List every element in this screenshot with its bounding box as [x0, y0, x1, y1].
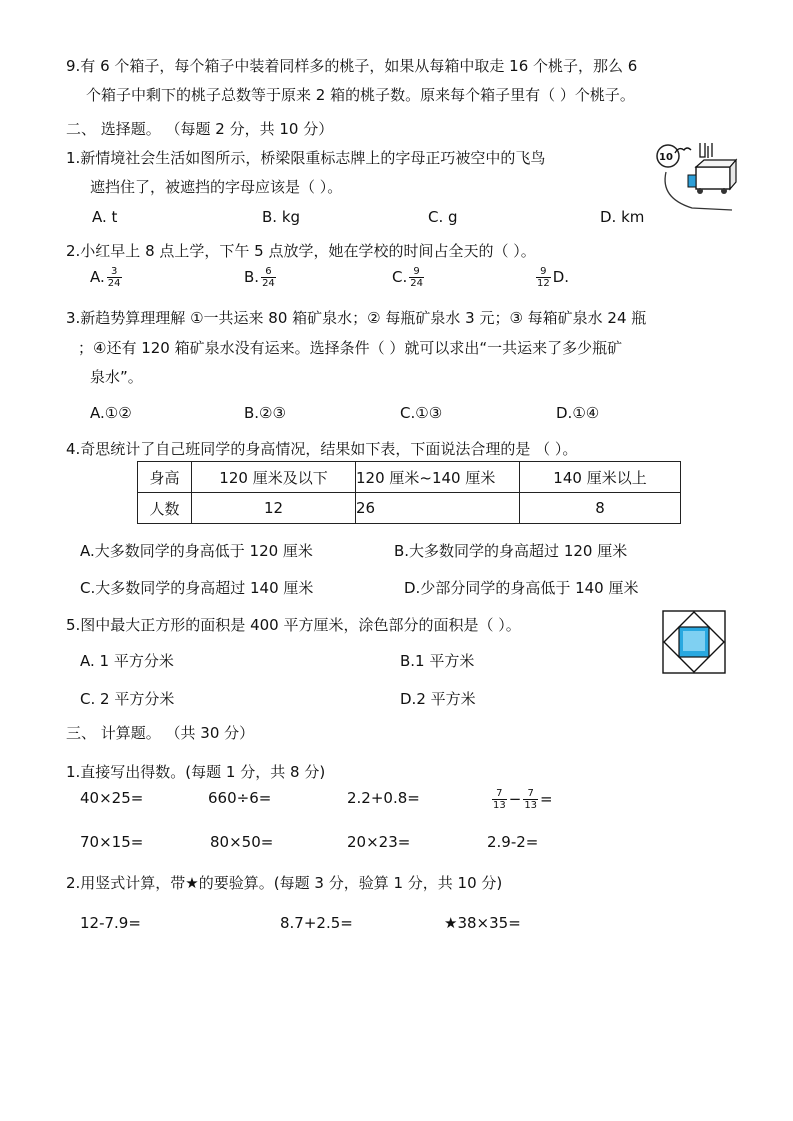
calc-item: ★38×35= [444, 914, 521, 932]
section3-title: 三、 计算题。 （共 30 分） [66, 724, 255, 742]
s2q1-option-c: C. g [428, 208, 458, 226]
s2q5-option-b: B.1 平方米 [400, 652, 475, 670]
s2q4-option-c: C.大多数同学的身高超过 140 厘米 [80, 579, 314, 597]
calc-item: 2.2+0.8= [347, 789, 420, 807]
fraction: $\frac{7}{13}$ [493, 788, 506, 811]
s2q4-option-a: A.大多数同学的身高低于 120 厘米 [80, 542, 313, 560]
nested-square-figure [662, 610, 726, 674]
s2q2-stem: 2.小红早上 8 点上学，下午 5 点放学，她在学校的时间占全天的（ ）。 [66, 242, 536, 260]
s2q1-line1: 1.新情境社会生活如图所示，桥梁限重标志牌上的字母正巧被空中的飞鸟 [66, 149, 546, 167]
truck-body [696, 167, 730, 189]
section2-title: 二、 选择题。 （每题 2 分，共 10 分） [66, 120, 334, 138]
option-label: D. [552, 268, 570, 286]
s2q3-line1: 3.新趋势算理理解 ①一共运来 80 箱矿泉水；② 每瓶矿泉水 3 元；③ 每箱矿泉水 24 瓶 [66, 309, 647, 327]
s2q3-option-d: D.①④ [556, 404, 600, 422]
s2q3-option-a: A.①② [90, 404, 132, 422]
fraction: $\frac{3}{24}$ [107, 266, 121, 289]
s2q1-line2: 遮挡住了，被遮挡的字母应该是（ ）。 [90, 178, 343, 196]
s2q1-option-b: B. kg [262, 208, 301, 226]
option-label: C. [392, 268, 408, 286]
table-cell: 26 [356, 493, 520, 524]
shaded-highlight [683, 631, 705, 651]
s2q2-option-b [244, 264, 278, 290]
calc-item: 8.7+2.5= [280, 914, 353, 932]
table-cell: 120 厘米~140 厘米 [356, 462, 520, 493]
table-cell: 140 厘米以上 [520, 462, 681, 493]
fraction: $\frac{7}{13}$ [524, 788, 538, 811]
q9-line2: 个箱子中剩下的桃子总数等于原来 2 箱的桃子数。原来每个箱子里有（ ）个桃子。 [86, 86, 635, 104]
option-label: B. [244, 268, 260, 286]
s2q1-option-a: A. t [92, 208, 118, 226]
s2q5-option-c: C. 2 平方分米 [80, 690, 175, 708]
table-cell: 12 [192, 493, 356, 524]
s3q1-title: 1.直接写出得数。(每题 1 分，共 8 分) [66, 763, 326, 781]
s2q5-stem: 5.图中最大正方形的面积是 400 平方厘米，涂色部分的面积是（ ）。 [66, 616, 521, 634]
s2q4-stem: 4.奇思统计了自己班同学的身高情况，结果如下表，下面说法合理的是 （ ）。 [66, 440, 578, 458]
calc-item: 2.9-2= [487, 833, 539, 851]
fraction: $\frac{9}{24}$ [410, 266, 423, 289]
truck-cab [688, 175, 696, 187]
calc-item: 80×50= [210, 833, 274, 851]
s2q2-option-d [534, 264, 569, 290]
sign-text: 10 [659, 152, 673, 163]
s2q3-line2: ；④还有 120 箱矿泉水没有运来。选择条件（ ）就可以求出“一共运来了多少瓶矿 [78, 339, 623, 357]
s2q3-line3: 泉水”。 [90, 368, 143, 386]
height-table [137, 461, 681, 524]
calc-item: 20×23= [347, 833, 411, 851]
s2q3-option-b: B.②③ [244, 404, 286, 422]
equals-sign: = [540, 790, 553, 808]
fraction: $\frac{6}{24}$ [262, 266, 275, 289]
s3q2-title: 2.用竖式计算，带★的要验算。(每题 3 分，验算 1 分，共 10 分) [66, 874, 503, 892]
fraction: $\frac{9}{12}$ [537, 266, 550, 289]
option-label: A. [90, 268, 105, 286]
calc-item-fraction [490, 786, 553, 812]
calc-item: 40×25= [80, 789, 144, 807]
s2q5-option-d: D.2 平方米 [400, 690, 476, 708]
s2q1-option-d: D. km [600, 208, 645, 226]
minus-sign: − [508, 790, 522, 808]
table-row [138, 493, 681, 524]
calc-item: 660÷6= [208, 789, 272, 807]
table-cell: 8 [520, 493, 681, 524]
s2q4-option-d: D.少部分同学的身高低于 140 厘米 [404, 579, 639, 597]
person-icon [700, 143, 712, 158]
s2q3-option-c: C.①③ [400, 404, 443, 422]
s2q2-option-a [90, 264, 124, 290]
s2q4-option-b: B.大多数同学的身高超过 120 厘米 [394, 542, 628, 560]
bridge-sign-illustration [648, 138, 740, 212]
table-cell: 身高 [138, 462, 192, 493]
table-row [138, 462, 681, 493]
s2q2-option-c [392, 264, 426, 290]
calc-item: 12-7.9= [80, 914, 141, 932]
table-cell: 人数 [138, 493, 192, 524]
q9-line1: 9.有 6 个箱子，每个箱子中装着同样多的桃子，如果从每箱中取走 16 个桃子，那么 6 [66, 57, 638, 75]
calc-item: 70×15= [80, 833, 144, 851]
table-cell: 120 厘米及以下 [192, 462, 356, 493]
s2q5-option-a: A. 1 平方分米 [80, 652, 174, 670]
